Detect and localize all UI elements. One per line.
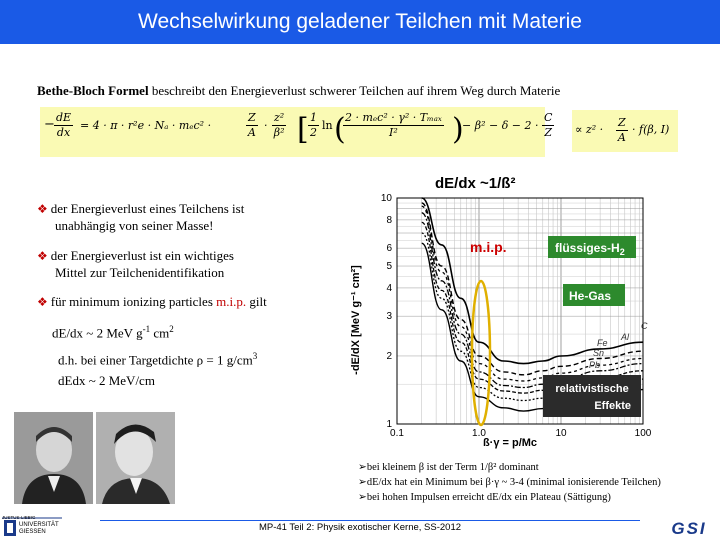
y-tick-label: 3 — [386, 311, 392, 323]
x-tick-label: 0.1 — [390, 428, 404, 439]
svg-text:GSI: GSI — [671, 519, 707, 538]
bethe-bloch-formula: − dE dx = 4 · π · r²e · Nₐ · mₑc² · Z A · z² β² [ 1 2 ln ( 2 · mₑc² · γ² · Tₘₐₓ I² ) − β² − δ − 2 · C Z — [40, 107, 545, 157]
y-tick-label: 10 — [380, 193, 392, 204]
x-tick-label: 1.0 — [472, 428, 486, 439]
f-beta-i: · f(β, I) — [632, 123, 670, 136]
x-tick-label: 100 — [634, 428, 652, 439]
series-label: Al — [621, 332, 630, 342]
y-tick-label: 1 — [386, 419, 392, 430]
y-tick-label: 6 — [386, 243, 392, 255]
intro-rest: beschreibt den Energieverlust schwerer Teilchen auf ihrem Weg durch Materie — [148, 83, 561, 98]
arrow-bullet-icon: ➢ — [358, 462, 367, 473]
bullet-2: ❖ der Energieverlust ist ein wichtiges — [37, 248, 234, 263]
frac-za-2: Z A — [617, 116, 626, 144]
proportionality-formula — [572, 110, 678, 152]
chart-xlabel: ß·γ = p/Mc — [482, 437, 538, 449]
page-title: Wechselwirkung geladener Teilchen mit Materie — [138, 10, 582, 33]
y-tick-label: 2 — [386, 350, 392, 362]
bottom-list — [358, 460, 661, 505]
frac-c-z: C Z — [544, 111, 553, 139]
title-bar — [0, 0, 720, 44]
series-label: Pb — [589, 360, 601, 370]
bethe-bloch-chart — [345, 170, 655, 453]
mip-label: m.i.p. — [470, 239, 507, 255]
bullet-2-line2: Mittel zur Teilchenidentifikation — [55, 265, 225, 280]
frac-half: 1 2 — [310, 111, 317, 139]
arrow-bullet-icon: ➢ — [358, 492, 367, 503]
gsi-logo — [660, 518, 718, 538]
relativistic-line1: relativistische — [555, 383, 629, 395]
series-label: Fe — [597, 338, 608, 348]
diamond-bullet-icon: ❖ — [37, 202, 48, 216]
chart-title: dE/dx ~1/ß² — [435, 175, 516, 192]
bullet-1-line2: unabhängig von seiner Masse! — [55, 218, 214, 233]
frac-z2-b2: z² β² — [273, 111, 285, 139]
intro-text — [37, 83, 560, 99]
chart-ylabel: -dE/dX [MeV g⁻¹ cm²] — [350, 265, 362, 375]
bullet-1: ❖ der Energieverlust eines Teilchens ist — [37, 201, 245, 216]
frac-z-a: Z A — [247, 111, 256, 139]
x-tick-label: 10 — [555, 428, 567, 439]
relativistic-line2: Effekte — [594, 400, 631, 412]
portrait-photo-2 — [96, 412, 175, 504]
y-tick-label: 4 — [386, 282, 392, 294]
note-dedx: dE/dx ~ 2 MeV $g^{-1}$ $cm^2$ — [52, 324, 174, 341]
footer-divider — [100, 520, 640, 521]
series-label: C — [641, 321, 648, 331]
diamond-bullet-icon: ❖ — [37, 295, 48, 309]
y-tick-label: 5 — [386, 261, 392, 273]
note-density: d.h. bei einer Targetdichte ρ = 1 $g/cm^3$ — [58, 351, 258, 368]
frac-log-arg: 2 · mₑc² · γ² · Tₘₐₓ I² — [345, 111, 442, 139]
bullet-3: ❖ für minimum ionizing particles m.i.p. gilt — [37, 294, 267, 309]
intro-bold: Bethe-Bloch Formel — [37, 83, 149, 98]
university-logo: JUSTUS-LIEBIG UNIVERSITÄT GIESSEN — [2, 515, 59, 535]
prop-text: ∝ z² · — [575, 123, 604, 136]
formula-const: = 4 · π · r²e · Nₐ · mₑc² · — [80, 119, 212, 132]
footer-text: MP-41 Teil 2: Physik exotischer Kerne, SS-2012 — [258, 522, 462, 533]
he-box-label: He-Gas — [569, 289, 612, 303]
formula-tail: − β² − δ − 2 · — [462, 119, 539, 132]
note-dedx2: dEdx ~ 2 MeV/cm — [58, 373, 155, 388]
list-item: ➢bei hohen Impulsen erreicht dE/dx ein Plateau (Sättigung) — [358, 492, 611, 503]
h2-box-label: flüssiges-$H_2$ — [555, 241, 625, 257]
list-item: ➢bei kleinem β ist der Term 1/β² dominant — [358, 462, 539, 473]
list-item: ➢dE/dx hat ein Minimum bei β·γ ~ 3-4 (minimal ionisierende Teilchen) — [358, 477, 661, 488]
y-tick-label: 8 — [386, 214, 392, 226]
diamond-bullet-icon: ❖ — [37, 249, 48, 263]
portrait-photo-1 — [14, 412, 93, 504]
arrow-bullet-icon: ➢ — [358, 477, 367, 488]
series-label: Sn — [593, 348, 605, 358]
frac-dedx: dE dx — [56, 111, 72, 139]
